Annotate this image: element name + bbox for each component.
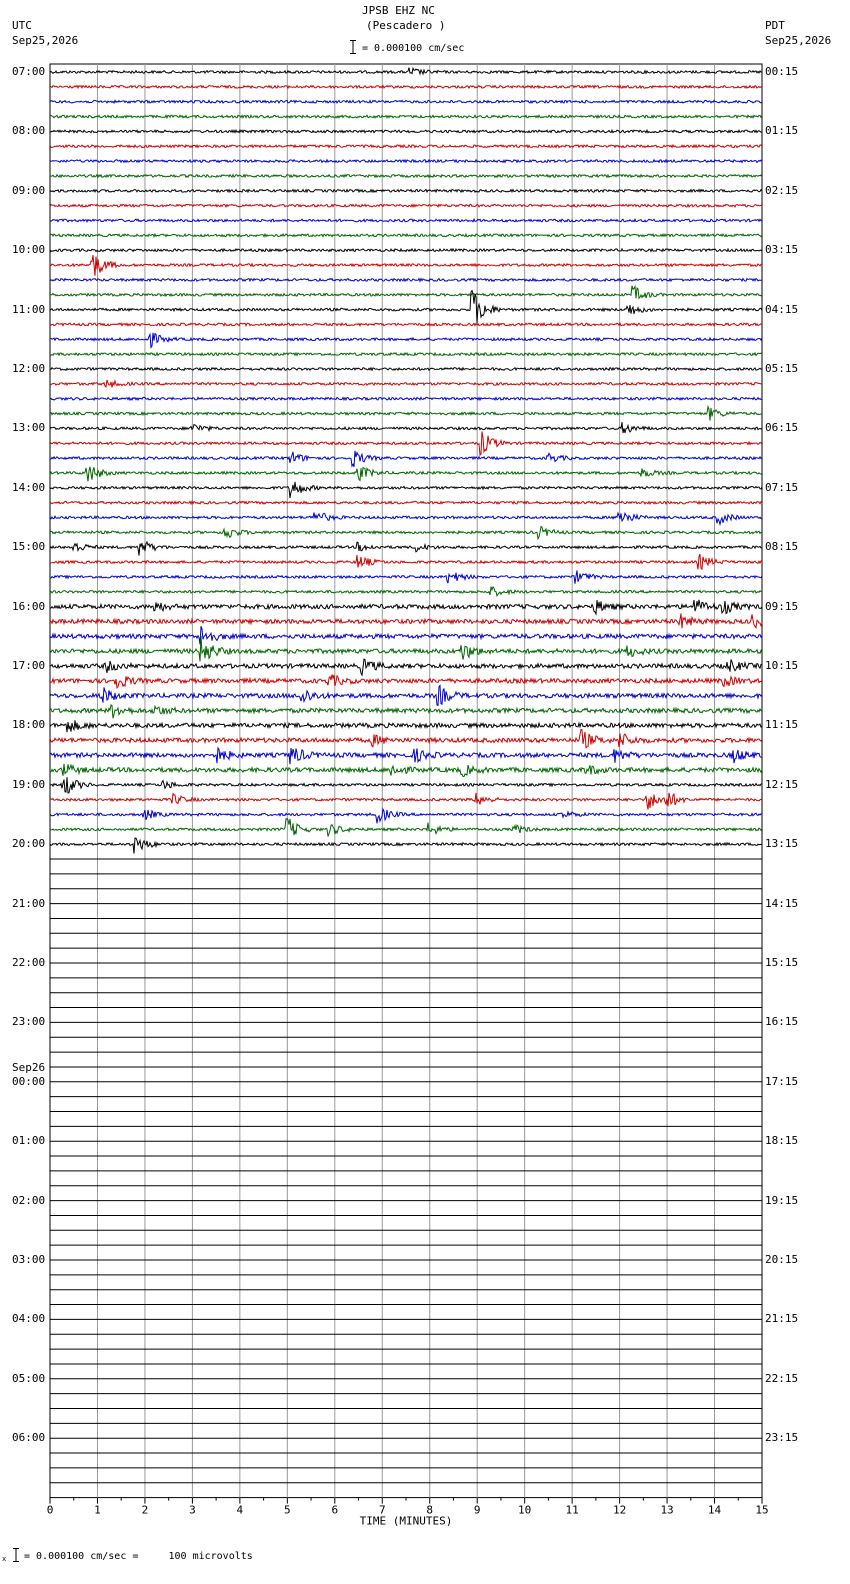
pdt-time-label: 12:15 [765,777,799,791]
x-tick-label: 0 [46,1503,54,1517]
pdt-time-label: 17:15 [765,1074,799,1088]
seismic-trace [50,431,762,455]
seismic-trace [50,115,762,118]
pdt-time-label: 06:15 [765,421,799,435]
pdt-time-label: 02:15 [765,183,799,197]
seismic-trace [50,554,762,569]
seismic-trace [50,86,762,89]
x-axis-label: TIME (MINUTES) [359,1514,453,1528]
pdt-time-label: 04:15 [765,302,799,316]
x-tick-label: 8 [426,1503,434,1517]
seismic-trace [50,600,762,614]
seismic-trace [50,255,762,276]
x-tick-label: 1 [94,1503,101,1517]
pdt-time-label: 01:15 [765,124,799,138]
x-tick-label: 15 [755,1503,769,1517]
utc-time-label: 21:00 [12,896,46,910]
utc-time-label: 01:00 [12,1134,46,1148]
seismic-trace [50,175,762,178]
pdt-time-label: 14:15 [765,896,799,910]
scale-text: = 0.000100 cm/sec [362,43,465,54]
seismic-trace [50,705,762,718]
pdt-time-label: 07:15 [765,480,799,494]
utc-time-label: 10:00 [12,243,46,257]
seismic-trace [50,145,762,148]
seismic-trace [50,570,762,583]
seismic-trace [50,501,762,504]
utc-time-label: 06:00 [12,1431,46,1445]
seismic-trace [50,467,762,482]
x-tick-label: 11 [565,1503,579,1517]
seismic-trace [50,286,762,299]
pdt-time-label: 21:15 [765,1312,799,1326]
pdt-time-label: 09:15 [765,599,799,613]
seismic-trace [50,407,762,421]
seismic-trace [50,323,762,326]
seismic-trace [50,636,762,662]
pdt-time-label: 15:15 [765,956,799,969]
seismic-trace [50,674,762,688]
seismic-trace [50,160,762,163]
svg-text:x: x [2,1555,7,1563]
utc-time-label: 15:00 [12,540,46,554]
right-date: Sep25,2026 [765,34,832,47]
seismic-trace [50,626,762,644]
seismic-trace [50,720,762,732]
seismic-trace [50,353,762,356]
seismic-trace [50,748,762,764]
x-tick-label: 10 [518,1503,532,1517]
seismic-trace [50,659,762,675]
pdt-time-label: 03:15 [765,243,799,257]
seismic-trace [50,130,762,133]
pdt-time-label: 08:15 [765,540,799,554]
seismic-trace [50,542,762,556]
utc-time-label: 07:00 [12,65,46,78]
utc-time-label: 12:00 [12,362,46,375]
utc-time-label: 04:00 [12,1312,46,1326]
station-title: JPSB EHZ NC [362,4,435,17]
utc-time-label: 02:00 [12,1193,46,1207]
seismic-trace [50,793,762,810]
utc-time-label: 08:00 [12,124,46,138]
seismic-trace [50,397,762,400]
footer-scale-note: = 0.000100 cm/sec = 100 microvolts [24,1551,253,1562]
x-tick-label: 2 [141,1503,149,1517]
seismic-trace [50,613,762,628]
seismic-trace [50,527,762,539]
pdt-time-label: 18:15 [765,1134,799,1148]
utc-time-label: 09:00 [12,183,46,197]
x-tick-label: 3 [189,1503,196,1517]
utc-time-label: 20:00 [12,837,46,851]
x-tick-label: 14 [707,1503,722,1517]
seismic-trace [50,686,762,706]
x-tick-label: 4 [236,1503,244,1517]
right-timezone: PDT [765,19,785,32]
seismic-trace [50,730,762,748]
utc-time-label: 03:00 [12,1253,46,1266]
pdt-time-label: 00:15 [765,65,799,78]
pdt-time-label: 10:15 [765,659,799,672]
seismic-trace [50,190,762,193]
seismic-trace [50,100,762,103]
pdt-time-label: 19:15 [765,1193,799,1207]
seismic-trace [50,819,762,837]
seismic-trace [50,482,762,498]
seismic-trace [50,204,762,207]
pdt-time-label: 05:15 [765,362,799,375]
seismic-trace [50,809,762,823]
pdt-time-label: 23:15 [765,1431,799,1445]
utc-time-label: 00:00 [12,1074,46,1088]
seismic-trace [50,777,762,793]
seismic-trace [50,68,762,74]
utc-time-label: 11:00 [12,302,46,316]
utc-date-label: Sep26 [12,1060,46,1074]
x-tick-label: 13 [660,1503,674,1517]
pdt-time-label: 22:15 [765,1371,799,1385]
pdt-time-label: 13:15 [765,837,799,851]
utc-time-label: 16:00 [12,599,46,613]
utc-time-label: 22:00 [12,956,46,969]
seismic-trace [50,587,762,596]
seismic-trace [50,219,762,222]
seismic-trace [50,838,762,854]
seismic-trace [50,279,762,282]
x-tick-label: 6 [331,1503,339,1517]
seismic-trace [50,380,762,387]
x-tick-label: 5 [284,1503,291,1517]
seismic-trace [50,513,762,525]
pdt-time-label: 16:15 [765,1015,799,1029]
utc-time-label: 19:00 [12,777,46,791]
utc-time-label: 05:00 [12,1371,46,1385]
seismic-trace [50,368,762,371]
utc-time-label: 17:00 [12,659,46,672]
station-location: (Pescadero ) [366,19,446,32]
seismic-trace [50,422,762,433]
pdt-time-label: 11:15 [765,718,799,732]
seismic-trace [50,249,762,252]
left-timezone: UTC [12,19,32,32]
utc-time-label: 14:00 [12,480,46,494]
seismic-trace [50,451,762,467]
x-tick-label: 9 [473,1503,481,1517]
seismic-trace [50,234,762,237]
utc-time-label: 18:00 [12,718,46,732]
utc-time-label: 23:00 [12,1015,46,1029]
left-date: Sep25,2026 [12,34,79,47]
seismic-trace [50,333,762,348]
utc-time-label: 13:00 [12,421,46,435]
footer-scale-icon [2,1547,20,1563]
x-tick-label: 12 [612,1503,627,1517]
pdt-time-label: 20:15 [765,1253,799,1266]
seismic-trace [50,764,762,777]
x-tick-label: 7 [378,1503,386,1517]
